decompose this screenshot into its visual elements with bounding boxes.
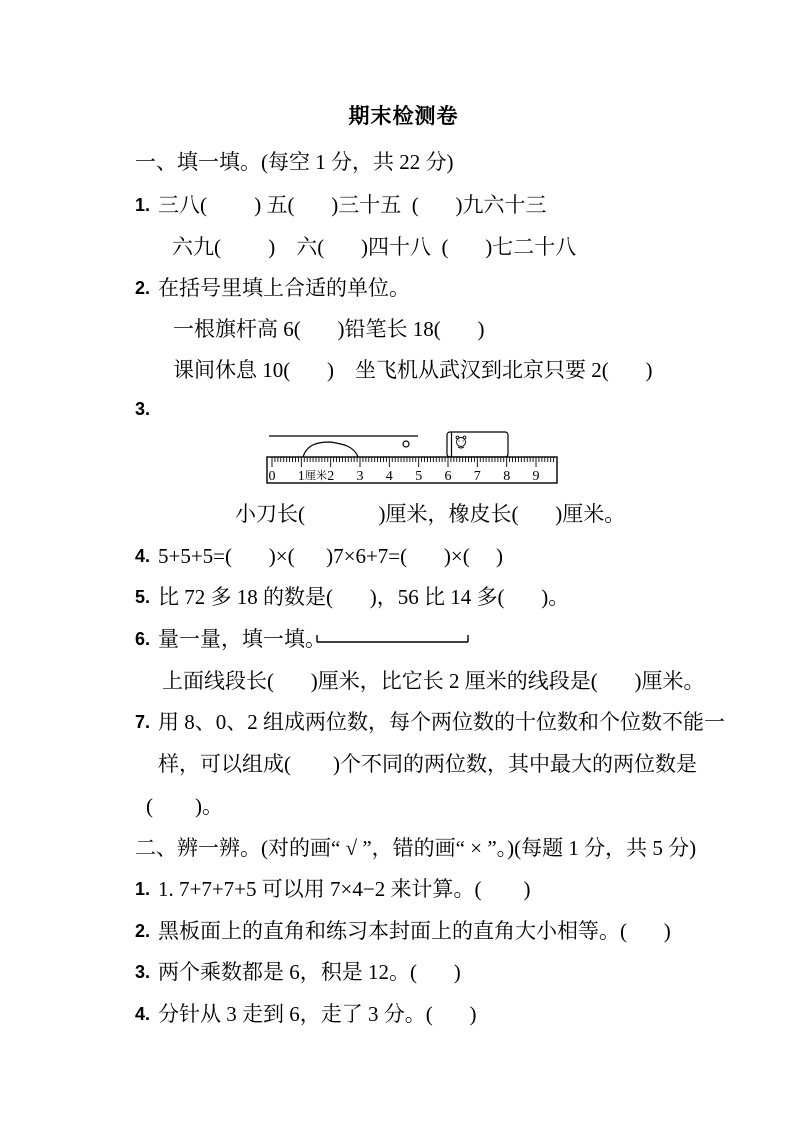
question-5-text: 比 72 多 18 的数是( )，56 比 14 多( )。 [158,585,570,609]
question-3-caption [235,501,625,527]
question-7-number: 7. [135,712,151,732]
judge-4-text: 分针从 3 走到 6，走了 3 分。( ) [158,1002,477,1026]
question-2-text-3: 课间休息 10( ) 坐飞机从武汉到北京只要 2( ) [173,358,653,382]
question-1-text-2: 六九( ) 六( )四十八 ( )七二十八 [172,235,577,259]
knife-rivet-icon [403,441,409,447]
eraser-shape [447,432,508,457]
question-7-text-1: 用 8、0、2 组成两位数，每个两位数的十位数和个位数不能一 [158,710,725,734]
judge-4-number: 4. [135,1004,151,1024]
ruler-number-9: 9 [532,469,540,484]
ruler-number-8: 8 [503,469,511,484]
line-segment-figure [315,631,471,645]
question-3-number: 3. [135,399,151,419]
question-2-line-2 [173,316,484,342]
judge-3-line [135,959,461,985]
question-2-text-2: 一根旗杆高 6( )铅笔长 18( ) [173,317,485,341]
question-6-number: 6. [135,629,151,649]
judge-2-text: 黑板面上的直角和练习本封面上的直角大小相等。( ) [158,919,671,943]
ruler-number-2: 2 [327,469,335,484]
section-one-heading [135,149,454,175]
question-7-text-3: ( )。 [146,794,223,818]
ruler-number-7: 7 [473,469,481,484]
question-6-line-1 [135,626,326,652]
question-2-number: 2. [135,278,151,298]
question-4-text: 5+5+5=( )×( )7×6+7=( )×( ) [158,544,503,568]
ruler-shape [267,457,557,484]
question-2-line-3 [173,357,652,383]
question-1-number: 1. [135,195,151,215]
ruler-unit-label: 厘米 [305,470,327,482]
question-7-line-1 [135,709,725,735]
question-3-caption-text: 小刀长( )厘米，橡皮长( )厘米。 [235,502,626,526]
question-7-text-2: 样，可以组成( )个不同的两位数，其中最大的两位数是 [158,752,697,776]
page-title: 期末检测卷 [348,104,459,128]
question-3-line-1 [135,396,158,422]
question-4-number: 4. [135,546,151,566]
question-6-text-2: 上面线段长( )厘米，比它长 2 厘米的线段是( )厘米。 [162,669,705,693]
eraser-doodle [456,436,466,448]
section-heading-text: 一、填一填。(每空 1 分，共 22 分) [135,150,454,174]
section-two-heading [135,835,696,861]
ruler-number-3: 3 [356,469,364,484]
knife-outline [269,436,418,457]
ruler-number-4: 4 [385,469,393,484]
question-7-line-2 [158,751,697,777]
question-5-line-1 [135,584,569,610]
judge-3-text: 两个乘数都是 6，积是 12。( ) [158,960,461,984]
judge-3-number: 3. [135,962,151,982]
question-1-line-1 [135,192,546,218]
judge-2-number: 2. [135,921,151,941]
judge-1-line [135,876,530,902]
question-7-line-3 [146,793,223,819]
question-1-line-2 [172,234,576,260]
judge-2-line [135,918,671,944]
judge-1-number: 1. [135,879,151,899]
judge-4-line [135,1001,477,1027]
ruler-number-1: 1 [297,469,305,484]
question-4-line-1 [135,543,503,569]
question-6-line-2 [162,668,704,694]
question-2-text-1: 在括号里填上合适的单位。 [158,276,410,300]
section-heading-text: 二、辨一辨。(对的画“ √ ”，错的画“ × ”。)(每题 1 分，共 5 分) [135,836,697,860]
judge-1-text: 1. 7+7+7+5 可以用 7×4−2 来计算。( ) [158,877,531,901]
question-6-text-1: 量一量，填一填。 [158,627,326,651]
ruler-number-0: 0 [268,469,276,484]
ruler-number-6: 6 [444,469,452,484]
question-1-text-1: 三八( ) 五( )三十五 ( )九六十三 [158,193,547,217]
question-5-number: 5. [135,587,151,607]
ruler-knife-eraser-figure [262,428,562,488]
question-2-line-1 [135,275,410,301]
ruler-number-5: 5 [415,469,423,484]
